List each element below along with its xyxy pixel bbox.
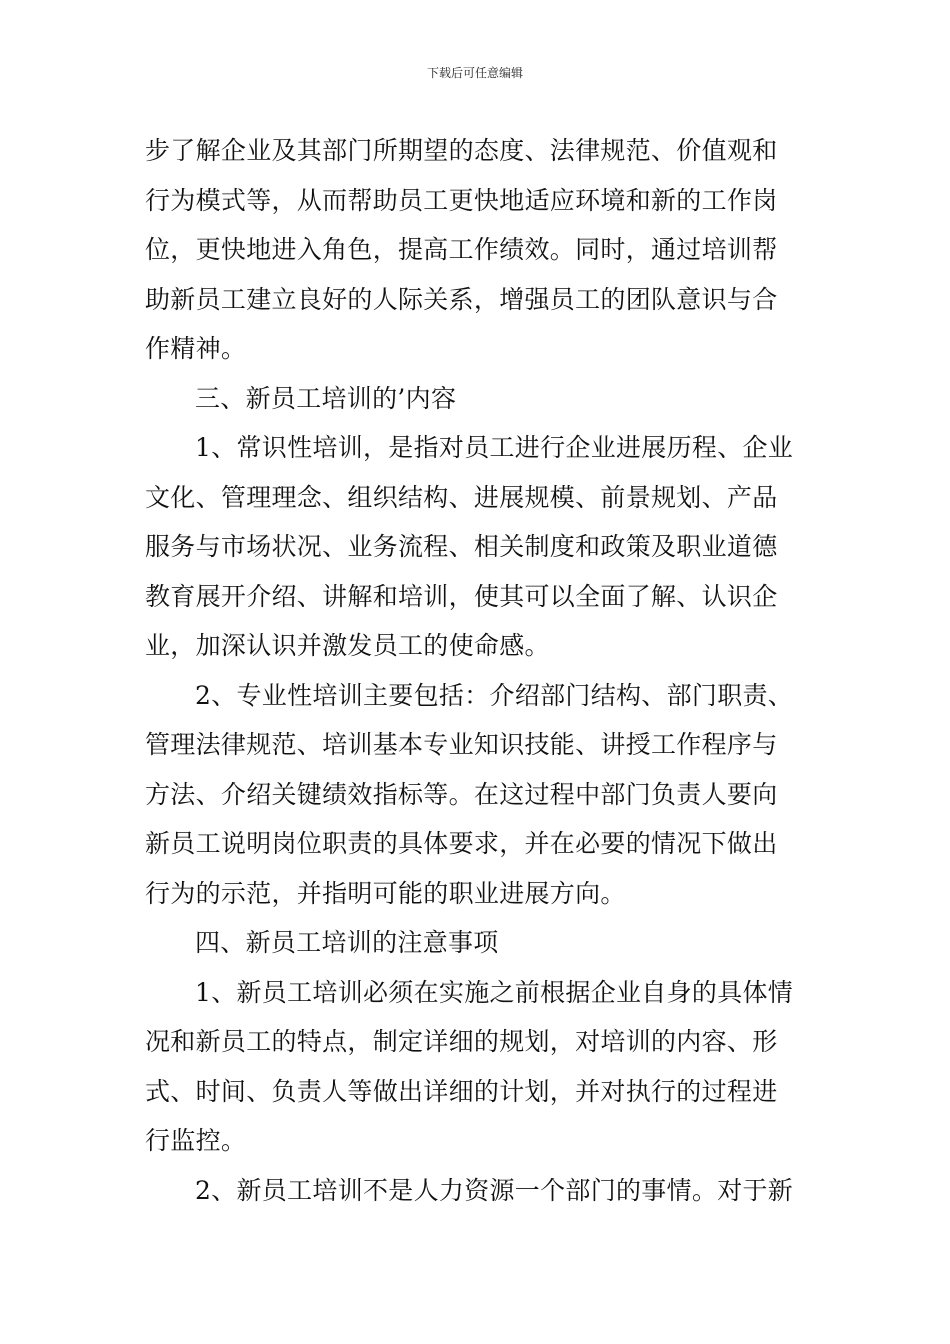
text-line: 业，加深认识并激发员工的使命感。 [145,631,550,660]
text-line: 行为的示范，并指明可能的职业进展方向。 [145,878,626,908]
text-line: 服务与市场状况、业务流程、相关制度和政策及职业道德 [145,532,778,561]
text-line: 作精神。 [145,334,247,363]
body-text [145,126,810,1215]
page-header: 下载后可任意编辑 [426,66,523,80]
text-line: 2、专业性培训主要包括：介绍部门结构、部门职责、 [195,680,794,710]
text-line: 四、新员工培训的注意事项 [195,928,499,957]
text-line: 方法、介绍关键绩效指标等。在这过程中部门负责人要向 [145,779,778,809]
text-line: 管理法律规范、培训基本专业知识技能、讲授工作程序与 [145,730,778,759]
text-line: 行为模式等，从而帮助员工更快地适应环境和新的工作岗 [145,185,778,215]
text-line: 助新员工建立良好的人际关系，增强员工的团队意识与合 [145,284,778,314]
text-line: 文化、管理理念、组织结构、进展规模、前景规划、产品 [145,482,778,512]
text-line: 位，更快地进入角色，提高工作绩效。同时，通过培训帮 [145,235,778,264]
text-line: 式、时间、负责人等做出详细的计划，并对执行的过程进 [145,1076,778,1106]
text-line: 行监控。 [145,1126,247,1155]
text-line: 教育展开介绍、讲解和培训，使其可以全面了解、认识企 [145,581,778,611]
text-line: 新员工说明岗位职责的具体要求，并在必要的情况下做出 [145,829,778,858]
text-line: 2、新员工培训不是人力资源一个部门的事情。对于新 [195,1175,794,1205]
text-line: 步了解企业及其部门所期望的态度、法律规范、价值观和 [145,136,778,165]
text-line: 三、新员工培训的’内容 [195,383,457,413]
text-line: 况和新员工的特点，制定详细的规划，对培训的内容、形 [145,1027,778,1056]
text-line: 1、常识性培训，是指对员工进行企业进展历程、企业 [195,433,794,462]
text-line: 1、新员工培训必须在实施之前根据企业自身的具体情 [195,977,794,1007]
